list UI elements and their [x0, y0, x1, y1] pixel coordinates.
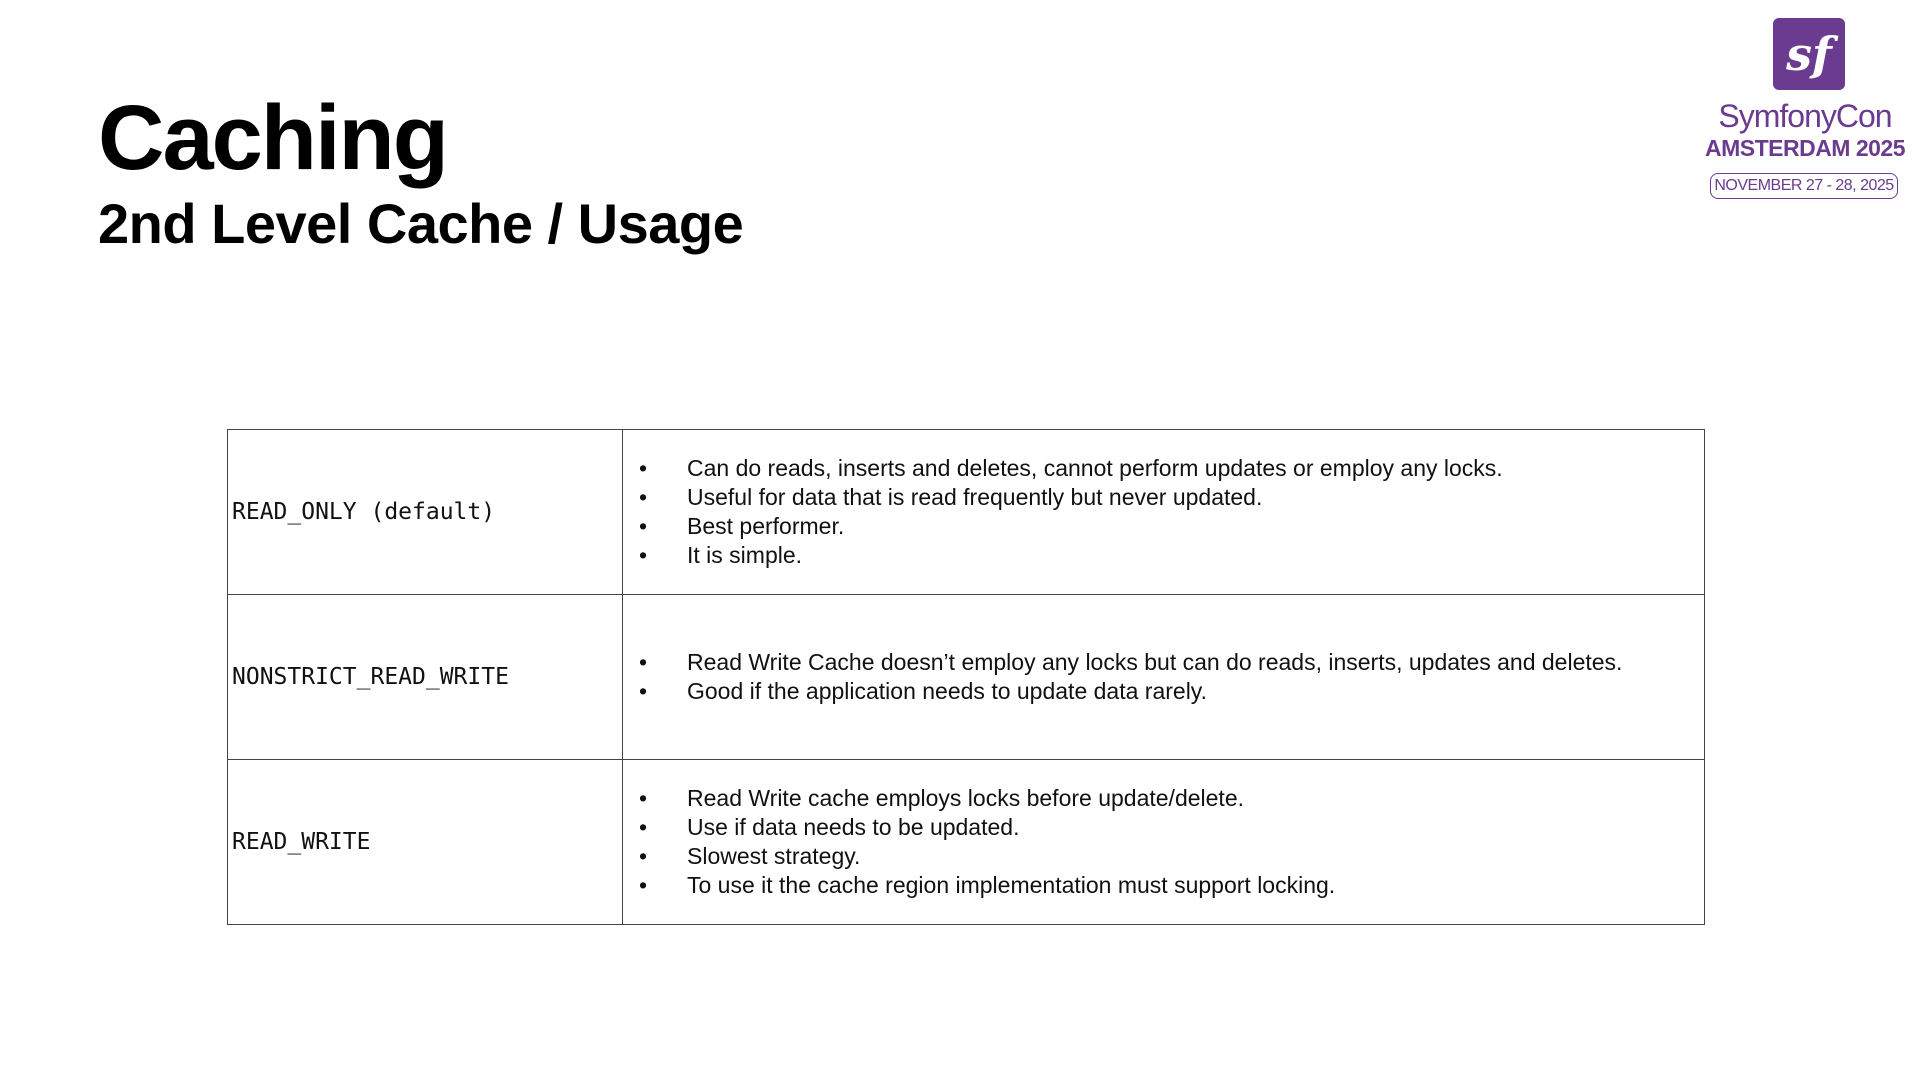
table-row: [228, 760, 1705, 925]
table-row: [228, 430, 1705, 595]
cache-strategy-table: [227, 429, 1705, 925]
bullet-list: [623, 784, 1704, 900]
list-item: • Read Write Cache doesn’t employ any locks but can do reads, inserts, updates and deletes.: [623, 648, 1704, 677]
logo-name: SymfonyCon: [1718, 98, 1892, 134]
slide-title: Caching: [98, 87, 447, 189]
strategy-name: READ_WRITE: [228, 760, 623, 925]
list-item: • Best performer.: [623, 512, 1704, 541]
symfony-logo-icon: sf: [1773, 18, 1845, 90]
table-row: [228, 595, 1705, 760]
strategy-description: [623, 595, 1705, 760]
list-item: • Use if data needs to be updated.: [623, 813, 1704, 842]
list-item: • Good if the application needs to update data rarely.: [623, 677, 1704, 706]
strategy-name: READ_ONLY (default): [228, 430, 623, 595]
symfonycon-logo: [1700, 18, 1910, 208]
list-item: • Can do reads, inserts and deletes, cannot perform updates or employ any locks.: [623, 454, 1704, 483]
slide-subtitle: 2nd Level Cache / Usage: [98, 192, 744, 255]
logo-dates: NOVEMBER 27 - 28, 2025: [1710, 173, 1898, 199]
bullet-list: [623, 454, 1704, 570]
logo-city: AMSTERDAM 2025: [1704, 135, 1906, 161]
list-item: • Read Write cache employs locks before update/delete.: [623, 784, 1704, 813]
strategy-description: [623, 760, 1705, 925]
list-item: • Slowest strategy.: [623, 842, 1704, 871]
strategy-description: [623, 430, 1705, 595]
list-item: • It is simple.: [623, 541, 1704, 570]
bullet-list: [623, 648, 1704, 706]
list-item: • Useful for data that is read frequently but never updated.: [623, 483, 1704, 512]
list-item: • To use it the cache region implementation must support locking.: [623, 871, 1704, 900]
strategy-name: NONSTRICT_READ_WRITE: [228, 595, 623, 760]
